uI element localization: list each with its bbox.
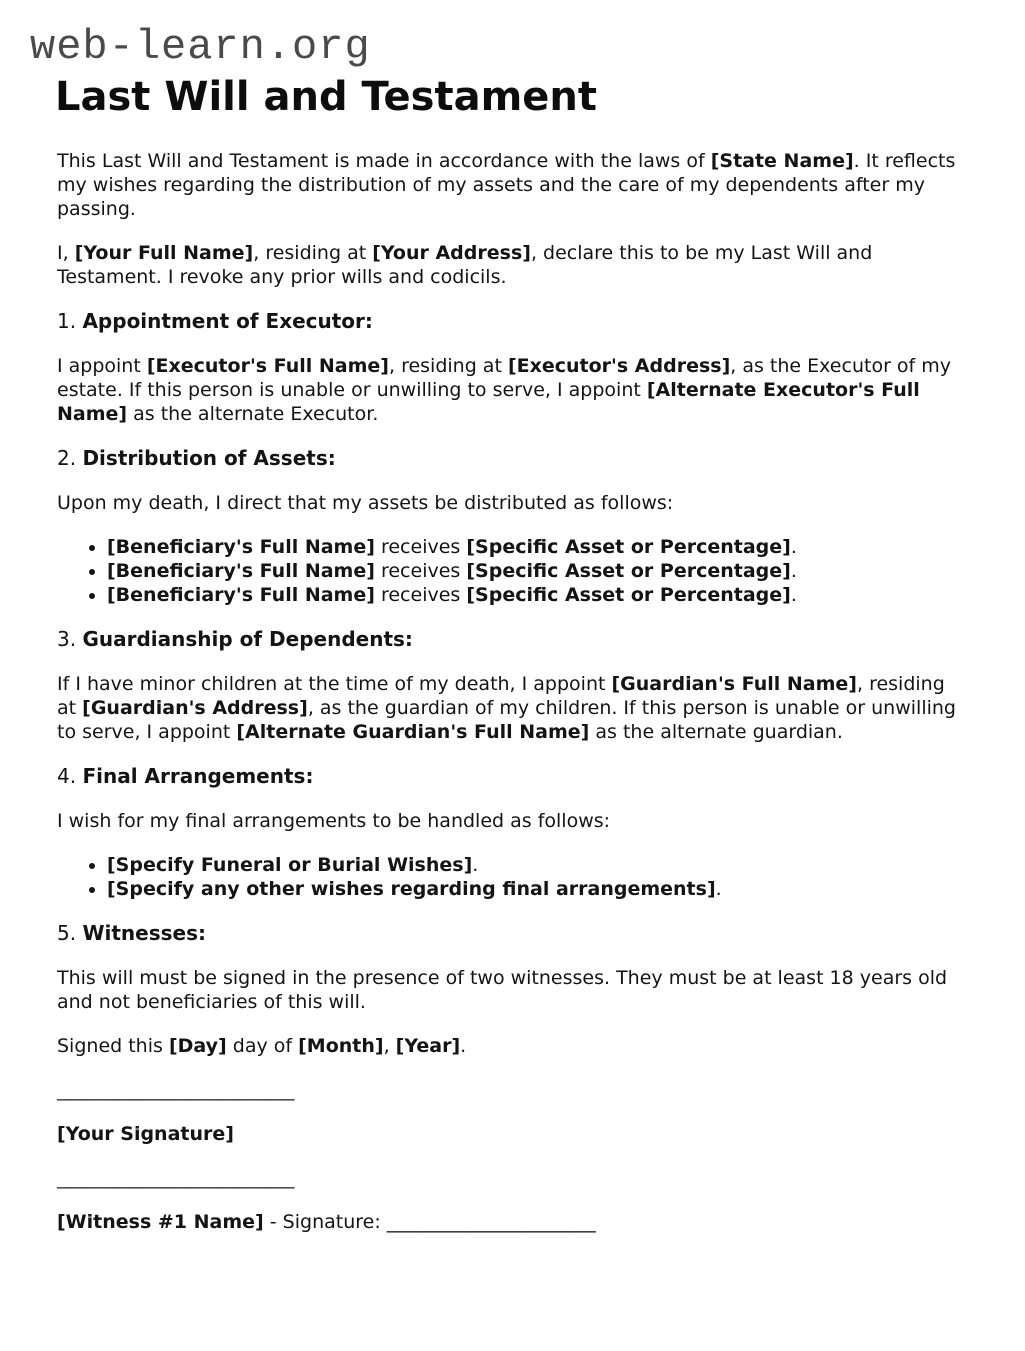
section-number: 5. (57, 921, 83, 946)
section-heading-witnesses: 5. Witnesses: (57, 921, 207, 946)
placeholder-beneficiary-name: [Beneficiary's Full Name] (107, 584, 375, 607)
placeholder-beneficiary-name: [Beneficiary's Full Name] (107, 536, 375, 559)
placeholder-guardian-name: [Guardian's Full Name] (611, 673, 857, 696)
section-heading-final-arrangements: 4. Final Arrangements: (57, 764, 314, 789)
page-title: Last Will and Testament (55, 74, 597, 121)
placeholder-your-full-name: [Your Full Name] (74, 242, 254, 265)
your-signature-label: [Your Signature] (57, 1123, 234, 1146)
final-wishes-list (57, 853, 965, 901)
section-heading-executor: 1. Appointment of Executor: (57, 309, 373, 334)
placeholder-witness-1-name: [Witness #1 Name] (57, 1211, 264, 1234)
placeholder-state-name: [State Name] (710, 150, 854, 173)
beneficiary-list-item: • [Beneficiary's Full Name] receives [Specific Asset or Percentage]. (107, 559, 965, 583)
paragraph-guardianship: If I have minor children at the time of my death, I appoint [Guardian's Full Name], residing at [Guardian's Address], as the guardian of my children. If this person is unable or unwilling to serve, I appoint [Alternate Guardian's Full Name] as the alternate guardian. (57, 673, 956, 744)
section-number: 2. (57, 446, 83, 471)
paragraph-signed-date: Signed this [Day] day of [Month], [Year]. (57, 1035, 467, 1058)
placeholder-asset-or-percentage: [Specific Asset or Percentage] (466, 584, 791, 607)
placeholder-beneficiary-name: [Beneficiary's Full Name] (107, 560, 375, 583)
placeholder-executor-address: [Executor's Address] (507, 355, 731, 378)
placeholder-year: [Year] (395, 1035, 461, 1058)
section-number: 1. (57, 309, 83, 334)
site-logo: web-learn.org (30, 23, 371, 71)
section-number: 3. (57, 627, 83, 652)
section-heading-distribution: 2. Distribution of Assets: (57, 446, 336, 471)
final-wish-list-item: • [Specify any other wishes regarding final arrangements]. (107, 877, 965, 901)
placeholder-guardian-address: [Guardian's Address] (82, 697, 308, 720)
beneficiary-list (57, 535, 965, 607)
paragraph-declaration: I, [Your Full Name], residing at [Your Address], declare this to be my Last Will and Testament. I revoke any prior wills and codicils. (57, 242, 873, 289)
witness-1-signature-blank: ______________________ (386, 1211, 596, 1234)
placeholder-alternate-guardian-name: [Alternate Guardian's Full Name] (236, 721, 590, 744)
signature-line: _________________________ (57, 1079, 295, 1102)
will-document-page (0, 24, 1025, 1351)
beneficiary-list-item: • [Beneficiary's Full Name] receives [Specific Asset or Percentage]. (107, 583, 965, 607)
placeholder-executor-name: [Executor's Full Name] (146, 355, 389, 378)
placeholder-other-wishes: [Specify any other wishes regarding final arrangements] (107, 878, 716, 901)
witness-signature-line: _________________________ (57, 1167, 295, 1190)
paragraph-distribution-intro: Upon my death, I direct that my assets be distributed as follows: (57, 492, 674, 515)
placeholder-month: [Month] (298, 1035, 384, 1058)
section-number: 4. (57, 764, 83, 789)
placeholder-alternate-executor-name: [Alternate Executor's Full Name] (57, 379, 920, 426)
placeholder-asset-or-percentage: [Specific Asset or Percentage] (466, 560, 791, 583)
document-body (0, 149, 1025, 1234)
paragraph-witnesses: This will must be signed in the presence of two witnesses. They must be at least 18 years old and not beneficiaries of this will. (57, 967, 948, 1014)
placeholder-your-address: [Your Address] (372, 242, 531, 265)
beneficiary-list-item: • [Beneficiary's Full Name] receives [Specific Asset or Percentage]. (107, 535, 965, 559)
placeholder-funeral-wishes: [Specify Funeral or Burial Wishes] (107, 854, 473, 877)
placeholder-asset-or-percentage: [Specific Asset or Percentage] (466, 536, 791, 559)
paragraph-witness-1: [Witness #1 Name] - Signature: ______________________ (57, 1211, 596, 1234)
paragraph-executor: I appoint [Executor's Full Name], residing at [Executor's Address], as the Executor of my estate. If this person is unable or unwilling to serve, I appoint [Alternate Executor's Full Name] as the alternate Executor. (57, 355, 952, 426)
paragraph-final-intro: I wish for my final arrangements to be handled as follows: (57, 810, 611, 833)
placeholder-day: [Day] (168, 1035, 227, 1058)
final-wish-list-item: • [Specify Funeral or Burial Wishes]. (107, 853, 965, 877)
paragraph-intro-laws: This Last Will and Testament is made in accordance with the laws of [State Name]. It reflects my wishes regarding the distribution of my assets and the care of my dependents after my passing. (57, 150, 956, 221)
section-heading-guardianship: 3. Guardianship of Dependents: (57, 627, 413, 652)
